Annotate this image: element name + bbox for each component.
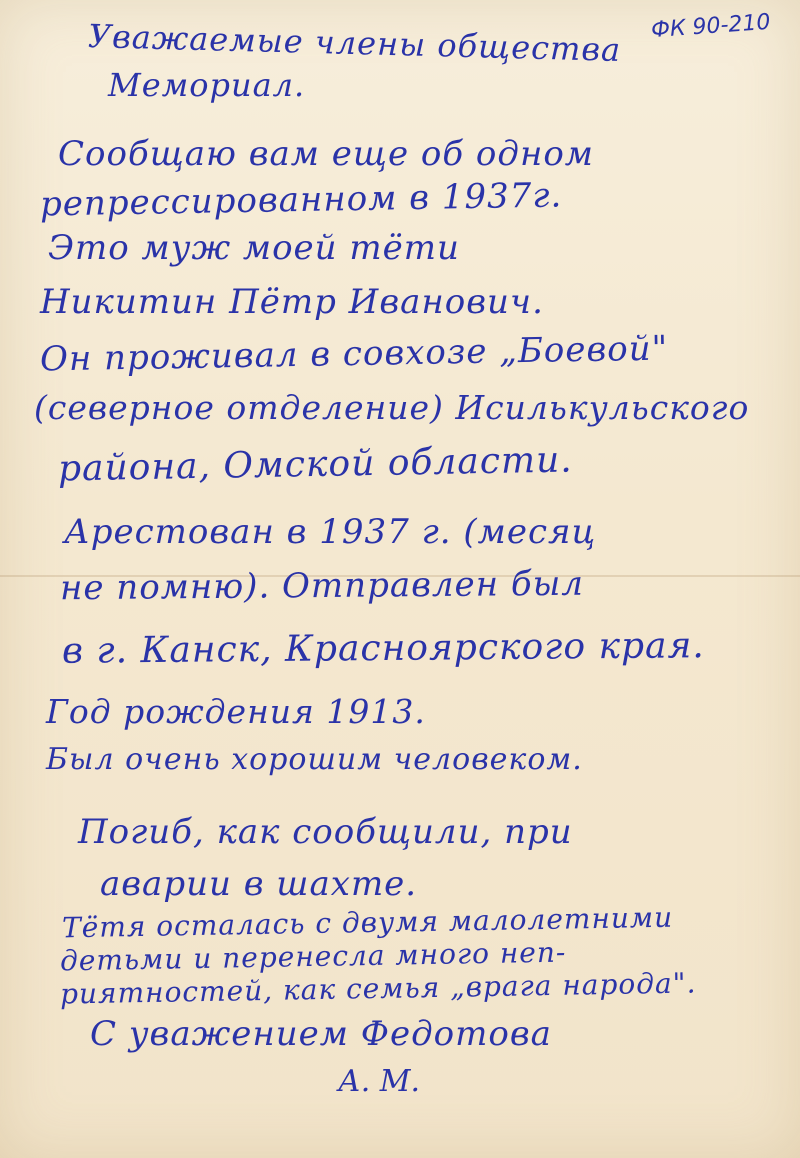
letter-line: Он проживал в совхозе „Боевой" <box>39 328 669 380</box>
letter-line: репрессированном в 1937г. <box>39 175 563 225</box>
letter-line: (северное отделение) Исилькульского <box>34 388 750 427</box>
letter-line: Арестован в 1937 г. (месяц <box>64 512 597 552</box>
letter-line: Погиб, как сообщили, при <box>78 812 573 852</box>
closing-line: С уважением Федотова <box>90 1014 552 1054</box>
letter-line: детьми и перенесла много неп- <box>59 935 567 978</box>
letter-line: Мемориал. <box>108 66 306 104</box>
letter-line: Был очень хорошим человеком. <box>46 742 583 777</box>
letter-line: Тётя осталась с двумя малолетними <box>61 900 674 945</box>
letter-line: Год рождения 1913. <box>46 692 426 731</box>
letter-line: в г. Канск, Красноярского края. <box>61 625 705 672</box>
letter-line: Сообщаю вам еще об одном <box>58 134 594 174</box>
letter-line: Уважаемые члены общества <box>87 17 622 69</box>
letter-line: района, Омской области. <box>57 439 574 490</box>
signature-initials: А. М. <box>338 1064 421 1099</box>
letter-line: риятностей, как семья „врага народа". <box>59 966 697 1011</box>
letter-line: аварии в шахте. <box>100 864 418 904</box>
letter-line: Никитин Пётр Иванович. <box>40 282 544 322</box>
letter-line: Это муж моей тёти <box>48 228 460 268</box>
letter-line: не помню). Отправлен был <box>59 563 585 609</box>
archive-reference-number: ФК 90-210 <box>649 9 771 44</box>
